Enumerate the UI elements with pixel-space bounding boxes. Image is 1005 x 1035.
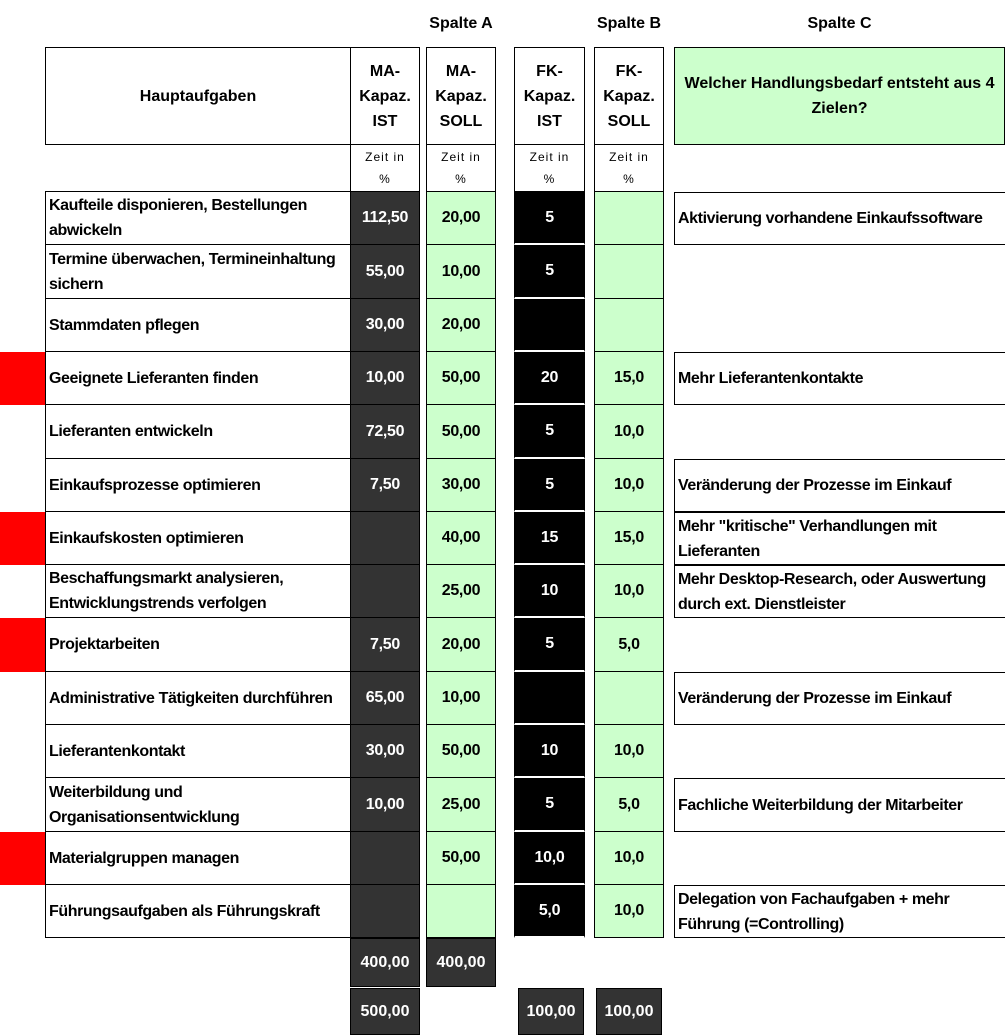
- unit-fk-soll: Zeit in %: [594, 144, 664, 192]
- fk-soll-cell: 10,0: [594, 885, 664, 938]
- handlungsbedarf-cell: Mehr "kritische" Verhandlungen mit Lieferanten: [674, 512, 1005, 565]
- fk-ist-cell: 15: [514, 512, 585, 565]
- fk-soll-cell: 10,0: [594, 459, 664, 512]
- task-cell: Kaufteile disponieren, Bestellungen abwickeln: [45, 192, 351, 245]
- task-cell: Termine überwachen, Termineinhaltung sichern: [45, 245, 351, 299]
- spalte-a-label: Spalte A: [429, 15, 493, 32]
- handlungsbedarf-cell: [674, 832, 1005, 885]
- ma-ist-cell: [350, 885, 420, 938]
- fk-soll-cell: [594, 245, 664, 299]
- header-fk-soll: FK-Kapaz. SOLL: [594, 47, 664, 145]
- handlungsbedarf-cell: [674, 245, 1005, 299]
- fk-ist-cell: 5: [514, 192, 585, 245]
- fk-ist-cell: 5: [514, 245, 585, 299]
- header-fk-ist: FK-Kapaz. IST: [514, 47, 585, 145]
- ma-soll-cell: 20,00: [426, 192, 496, 245]
- handlungsbedarf-cell: Mehr Desktop-Research, oder Auswertung durch ext. Dienstleister: [674, 565, 1005, 618]
- task-cell: Lieferantenkontakt: [45, 725, 351, 778]
- fk-ist-cell: 5,0: [514, 885, 585, 938]
- handlungsbedarf-cell: Veränderung der Prozesse im Einkauf: [674, 459, 1005, 512]
- task-cell: Führungsaufgaben als Führungskraft: [45, 885, 351, 938]
- fk-soll-cell: 5,0: [594, 778, 664, 832]
- unit-fk-ist: Zeit in %: [514, 144, 585, 192]
- priority-marker: [0, 618, 45, 672]
- fk-ist-cell: 5: [514, 778, 585, 832]
- unit-ma-soll: Zeit in %: [426, 144, 496, 192]
- ma-soll-cell: 20,00: [426, 618, 496, 672]
- header-ma-soll: MA-Kapaz. SOLL: [426, 47, 496, 145]
- fk-ist-cell: 10: [514, 565, 585, 618]
- task-cell: Lieferanten entwickeln: [45, 405, 351, 459]
- task-cell: Geeignete Lieferanten finden: [45, 352, 351, 405]
- handlungsbedarf-cell: Mehr Lieferantenkontakte: [674, 352, 1005, 405]
- task-cell: Administrative Tätigkeiten durchführen: [45, 672, 351, 725]
- total-fk-ist: 100,00: [518, 988, 584, 1035]
- handlungsbedarf-cell: Veränderung der Prozesse im Einkauf: [674, 672, 1005, 725]
- ma-soll-cell: 10,00: [426, 672, 496, 725]
- task-cell: Projektarbeiten: [45, 618, 351, 672]
- ma-soll-cell: 30,00: [426, 459, 496, 512]
- fk-soll-cell: [594, 299, 664, 352]
- ma-soll-cell: 40,00: [426, 512, 496, 565]
- ma-soll-cell: 10,00: [426, 245, 496, 299]
- fk-soll-cell: [594, 192, 664, 245]
- total-ma-ist: 500,00: [350, 988, 420, 1035]
- header-handlungsbedarf: Welcher Handlungsbedarf entsteht aus 4 Zielen?: [674, 47, 1005, 145]
- fk-soll-cell: 10,0: [594, 832, 664, 885]
- task-cell: Stammdaten pflegen: [45, 299, 351, 352]
- unit-ma-ist: Zeit in %: [350, 144, 420, 192]
- fk-soll-cell: 15,0: [594, 352, 664, 405]
- fk-soll-cell: 5,0: [594, 618, 664, 672]
- ma-ist-cell: 10,00: [350, 778, 420, 832]
- ma-ist-cell: 7,50: [350, 459, 420, 512]
- task-cell: Einkaufskosten optimieren: [45, 512, 351, 565]
- fk-ist-cell: 20: [514, 352, 585, 405]
- ma-ist-cell: 55,00: [350, 245, 420, 299]
- task-cell: Einkaufsprozesse optimieren: [45, 459, 351, 512]
- ma-ist-cell: 7,50: [350, 618, 420, 672]
- handlungsbedarf-cell: [674, 725, 1005, 778]
- header-hauptaufgaben: Hauptaufgaben: [45, 47, 351, 145]
- ma-ist-cell: 10,00: [350, 352, 420, 405]
- ma-ist-cell: 72,50: [350, 405, 420, 459]
- ma-ist-cell: [350, 565, 420, 618]
- task-cell: Beschaffungsmarkt analysieren, Entwicklungstrends verfolgen: [45, 565, 351, 618]
- spalte-b-label: Spalte B: [596, 15, 661, 32]
- handlungsbedarf-cell: [674, 405, 1005, 459]
- ma-soll-cell: 20,00: [426, 299, 496, 352]
- fk-soll-cell: 10,0: [594, 565, 664, 618]
- handlungsbedarf-cell: Fachliche Weiterbildung der Mitarbeiter: [674, 778, 1005, 832]
- fk-ist-cell: 5: [514, 618, 585, 672]
- ma-ist-cell: 65,00: [350, 672, 420, 725]
- fk-ist-cell: 10: [514, 725, 585, 778]
- fk-ist-cell: [514, 672, 585, 725]
- priority-marker: [0, 352, 45, 405]
- priority-marker: [0, 832, 45, 885]
- fk-ist-cell: [514, 299, 585, 352]
- spalte-c-label: Spalte C: [807, 15, 872, 32]
- ma-soll-cell: 50,00: [426, 352, 496, 405]
- fk-soll-cell: 15,0: [594, 512, 664, 565]
- handlungsbedarf-cell: [674, 299, 1005, 352]
- fk-ist-cell: 5: [514, 405, 585, 459]
- ma-soll-cell: 50,00: [426, 725, 496, 778]
- ma-soll-cell: [426, 885, 496, 938]
- handlungsbedarf-cell: Aktivierung vorhandene Einkaufssoftware: [674, 192, 1005, 245]
- ma-soll-cell: 25,00: [426, 565, 496, 618]
- ma-soll-cell: 50,00: [426, 832, 496, 885]
- ma-ist-cell: 112,50: [350, 192, 420, 245]
- total-ma-soll-sum: 400,00: [426, 938, 496, 987]
- total-fk-soll: 100,00: [596, 988, 662, 1035]
- fk-soll-cell: 10,0: [594, 725, 664, 778]
- task-cell: Weiterbildung und Organisationsentwicklung: [45, 778, 351, 832]
- ma-soll-cell: 50,00: [426, 405, 496, 459]
- total-ma-ist-sum: 400,00: [350, 938, 420, 987]
- ma-ist-cell: [350, 832, 420, 885]
- handlungsbedarf-cell: [674, 618, 1005, 672]
- header-ma-ist: MA-Kapaz. IST: [350, 47, 420, 145]
- handlungsbedarf-cell: Delegation von Fachaufgaben + mehr Führung (=Controlling): [674, 885, 1005, 938]
- fk-soll-cell: 10,0: [594, 405, 664, 459]
- task-cell: Materialgruppen managen: [45, 832, 351, 885]
- fk-soll-cell: [594, 672, 664, 725]
- fk-ist-cell: 5: [514, 459, 585, 512]
- ma-ist-cell: 30,00: [350, 299, 420, 352]
- ma-soll-cell: 25,00: [426, 778, 496, 832]
- unit-row-spacer: [45, 144, 351, 192]
- ma-ist-cell: [350, 512, 420, 565]
- ma-ist-cell: 30,00: [350, 725, 420, 778]
- priority-marker: [0, 512, 45, 565]
- fk-ist-cell: 10,0: [514, 832, 585, 885]
